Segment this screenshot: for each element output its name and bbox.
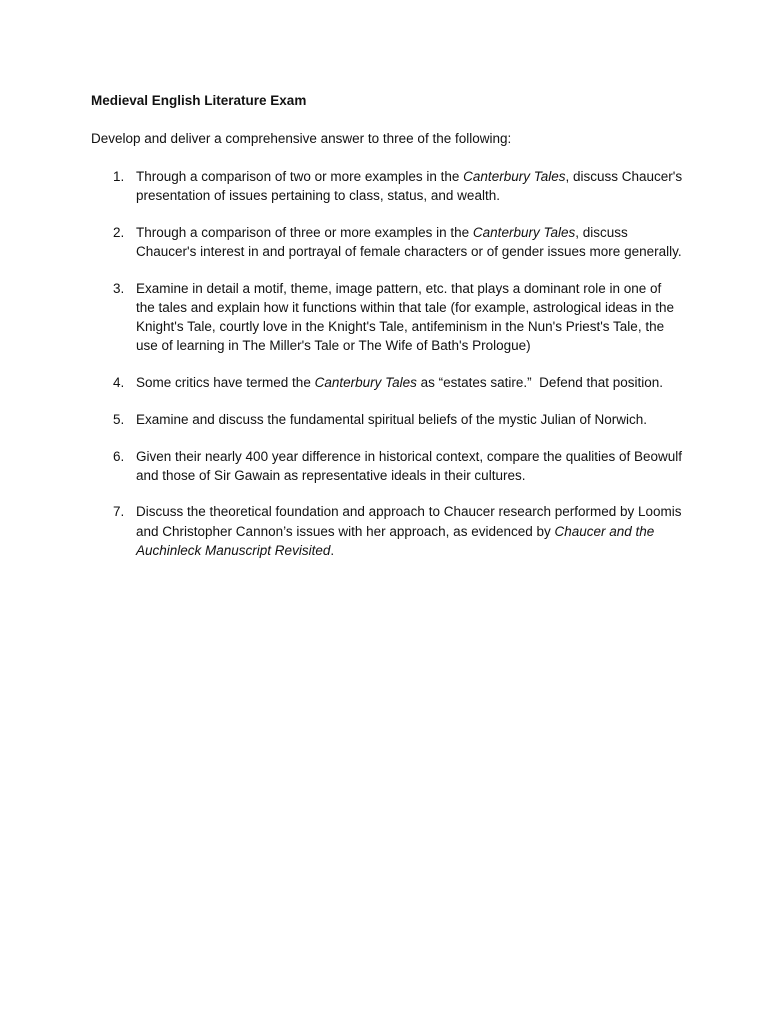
question-text: Through a comparison of three or more examples in the Canterbury Tales, discuss Chaucer's interest in and portrayal of female characters or of gender issues more generally. <box>136 224 682 260</box>
question-text: Given their nearly 400 year difference in historical context, compare the qualities of Beowulf and those of Sir Gawain as representative ideals in their cultures. <box>136 448 683 483</box>
title-citation: Canterbury Tales <box>314 375 417 391</box>
question-item <box>113 279 683 356</box>
question-item <box>113 410 683 429</box>
question-item <box>113 373 683 392</box>
question-number: 7. <box>113 504 125 520</box>
question-text: Through a comparison of two or more examples in the Canterbury Tales, discuss Chaucer's presentation of issues pertaining to class, status, and wealth. <box>136 169 683 204</box>
question-text: Discuss the theoretical foundation and approach to Chaucer research performed by Loomis and Christopher Cannon’s issues with her approach, as evidenced by Chaucer and the Auchinleck Manuscript Revisited. <box>136 504 682 558</box>
page-title: Medieval English Literature Exam <box>91 93 307 108</box>
question-text: Examine in detail a motif, theme, image pattern, etc. that plays a dominant role in one of the tales and explain how it functions within that tale (for example, astrological ideas in the Knight's Tale, courtly love in the Knight's Tale, antifeminism in the Nun's Priest's Tale, the use of learning in The Miller's Tale or The Wife of Bath's Prologue) <box>136 280 675 354</box>
question-item <box>113 223 683 261</box>
question-item <box>113 447 683 485</box>
question-text: Examine and discuss the fundamental spiritual beliefs of the mystic Julian of Norwich. <box>136 411 647 427</box>
title-citation: Canterbury Tales <box>463 169 566 184</box>
question-number: 6. <box>113 448 125 464</box>
question-item <box>113 502 683 560</box>
question-list <box>113 167 683 578</box>
question-number: 5. <box>113 411 125 427</box>
question-number: 1. <box>113 169 125 184</box>
question-number: 2. <box>113 224 125 240</box>
question-number: 3. <box>113 280 125 296</box>
question-item <box>113 167 683 205</box>
title-citation: Canterbury Tales <box>472 224 576 240</box>
question-number: 4. <box>113 375 125 391</box>
question-text: Some critics have termed the Canterbury Tales as “estates satire.” Defend that position. <box>136 375 664 391</box>
instructions: Develop and deliver a comprehensive answer to three of the following: <box>91 131 512 146</box>
title-citation: Chaucer and the Auchinleck Manuscript Revisited <box>136 523 655 558</box>
